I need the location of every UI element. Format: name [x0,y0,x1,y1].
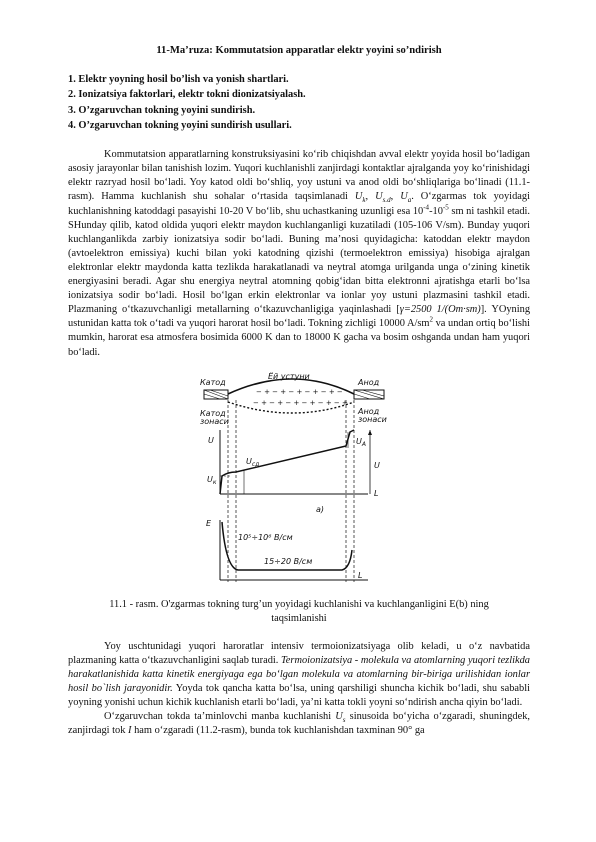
svg-text:− + − + − + − + − + −: − + − + − + − + − + − [256,387,343,396]
paragraph-thermoionization: Yoy uschtunidagi yuqori haroratlar intensiv termoionizatsiyaga olib keladi, u o‘z navbatida plazmaning katta o‘tkazuvchanligini saqlab turadi. Termoionizatsiya - molekula va atomlarning yuqori tezlikda harakatlanishida katta kinetik energiyaga ega bo‘lgan molekula va atomlarning bir-biriga urilishidan ionlar hosil bo`lish jarayonidir. Yoyda tok qancha katta bo‘lsa, uning qarshiligi shuncha kichik bo‘ladi, shu sababli yoyning yonishi uchun kichik kuchlanish etarli bo‘ladi, ya’ni katta tokli yoyni so‘ndirish ancha qiyin bo‘ladi. [68,640,531,708]
subfigure-a-label: а) [316,504,325,514]
cathode-drop-label: $U_к$ [207,474,217,486]
anode-label: Анод [358,377,380,387]
plan-item: 1. Elektr yoyning hosil bo’lish va yonish shartlari. [68,74,289,85]
svg-text:− + − + − + − + − + − +: − + − + − + − + − + − + [253,398,348,407]
cathode-zone-label: Катод [200,408,226,418]
anode-zone-label-2: зонаси [358,414,387,424]
low-field-label: 15÷20 В/см [264,556,313,566]
anode-zone-label: Анод [358,406,380,416]
cathode-label: Катод [200,377,226,387]
high-field-label: 10⁵÷10⁶ В/см [238,532,293,542]
lecture-title: 11-Ma’ruza: Kommutatsion apparatlar elektr yoyini so’ndirish [156,45,442,56]
anode-drop-label: $U_А$ [356,436,366,448]
lecture-plan [68,72,530,133]
plan-item: 3. O’zgaruvchan tokning yoyini sundirish. [68,104,256,116]
paragraph-arc-processes: Kommutatsion apparatlarning konstruksiyasini ko‘rib chiqishdan avval elektr yoyida hosil bo‘ladigan asosiy jarayonlar bilan tanishish lozim. Yuqori kuchlanishli zanjirdagi kontaktlar ajralganda yoy ko‘rinishidagi elektr razryad hosil bo‘ladi. Yoy katod oldi bo‘shliq, yoy ustuni va anod oldi bo‘shliqlariga bo‘linadi (11.1-rasm). Hamma kuchlanish shu sohalar o‘rtasida taqsimlanadi $U_k$, $U_{s.d}$, $U_a$. O‘zgarmas tok yoyidagi kuchlanishning katoddagi pasayishi 10-20 V bo‘lib, shu uchastkaning uzunligi esa $10^{-4}-10^{-5}$ sm ni tashkil etadi. SHunday qilib, katod oldida yuqori elektr maydon kuchlanganligi kuzatiladi (105-106 V/sm). Bunday yuqori kuchlanganlikda zarbiy ionizatsiya sodir bo‘ladi. Buning ma’nosi quyidagicha: katoddan elektr maydon (avtoelektron emissiya) kuchi bilan yoki katodning qizishi (termoelektron emissiya) hisobiga ajralgan elektronlar elektr maydonda katta tezlikda harakatlanadi va neytral atomga urilganda unga o‘zining kinetik energiyasini beradi. Agar shu energiya neytral atomning qobig‘idan bitta elektronni ajratishga etarli bo‘lsa ionizatsiya sodir bo‘ladi. Hosil bo‘lgan erkin elektronlar va ionlar yoy ustuni plazmasini tashkil etadi. Plazmaning o‘tkazuvchanligi metallarning o‘tkazuvchanligiga yaqinlashadi [γ=2500 1/(Om·sm)]. YOyning ustunidan katta tok o‘tadi va yuqori harorat hosil bo‘ladi. Tokning zichligi 10000 $A/sm^2$ va undan ortiq bo‘lishi mumkin, harorat esa atmosfera bosimida 6000 K dan to 18000 K gacha va bosim oshganda undan ham yuqori bo‘ladi. [68,149,531,358]
arc-diagram [198,372,408,592]
total-voltage-label: U [374,460,380,470]
document-page [68,44,530,738]
cathode-zone-label-2: зонаси [200,416,229,426]
arc-column-label: Ёй устуни [268,371,310,381]
paragraph-ac-arc: O‘zgaruvchan tokda ta’minlovchi manba kuchlanishi $U_s$ sinusoida bo‘yicha o‘zgaradi, shuningdek, zanjirdagi tok I ham o‘zgaradi (11.2-rasm), bunda tok kuchlanishdan taxminan 90° ga [68,711,530,737]
voltage-axis-label: U [208,435,214,445]
plan-item: 4. O’zgaruvchan tokning yoyini sundirish usullari. [68,119,292,131]
plan-item: 2. Ionizatsiya faktorlari, elektr tokni dionizatsiyalash. [68,89,306,101]
length-axis-label-2: L [358,570,363,580]
length-axis-label: L [374,488,379,498]
figure-arc-voltage-distribution [68,372,530,592]
column-drop-label: $U_{сд}$ [246,456,260,468]
figure-caption: 11.1 - rasm. O'zgarmas tokning turg’un yoyidagi kuchlanishi va kuchlanganligini E(b) ning taqsimlanishi [109,598,489,624]
field-axis-label: E [206,518,212,528]
